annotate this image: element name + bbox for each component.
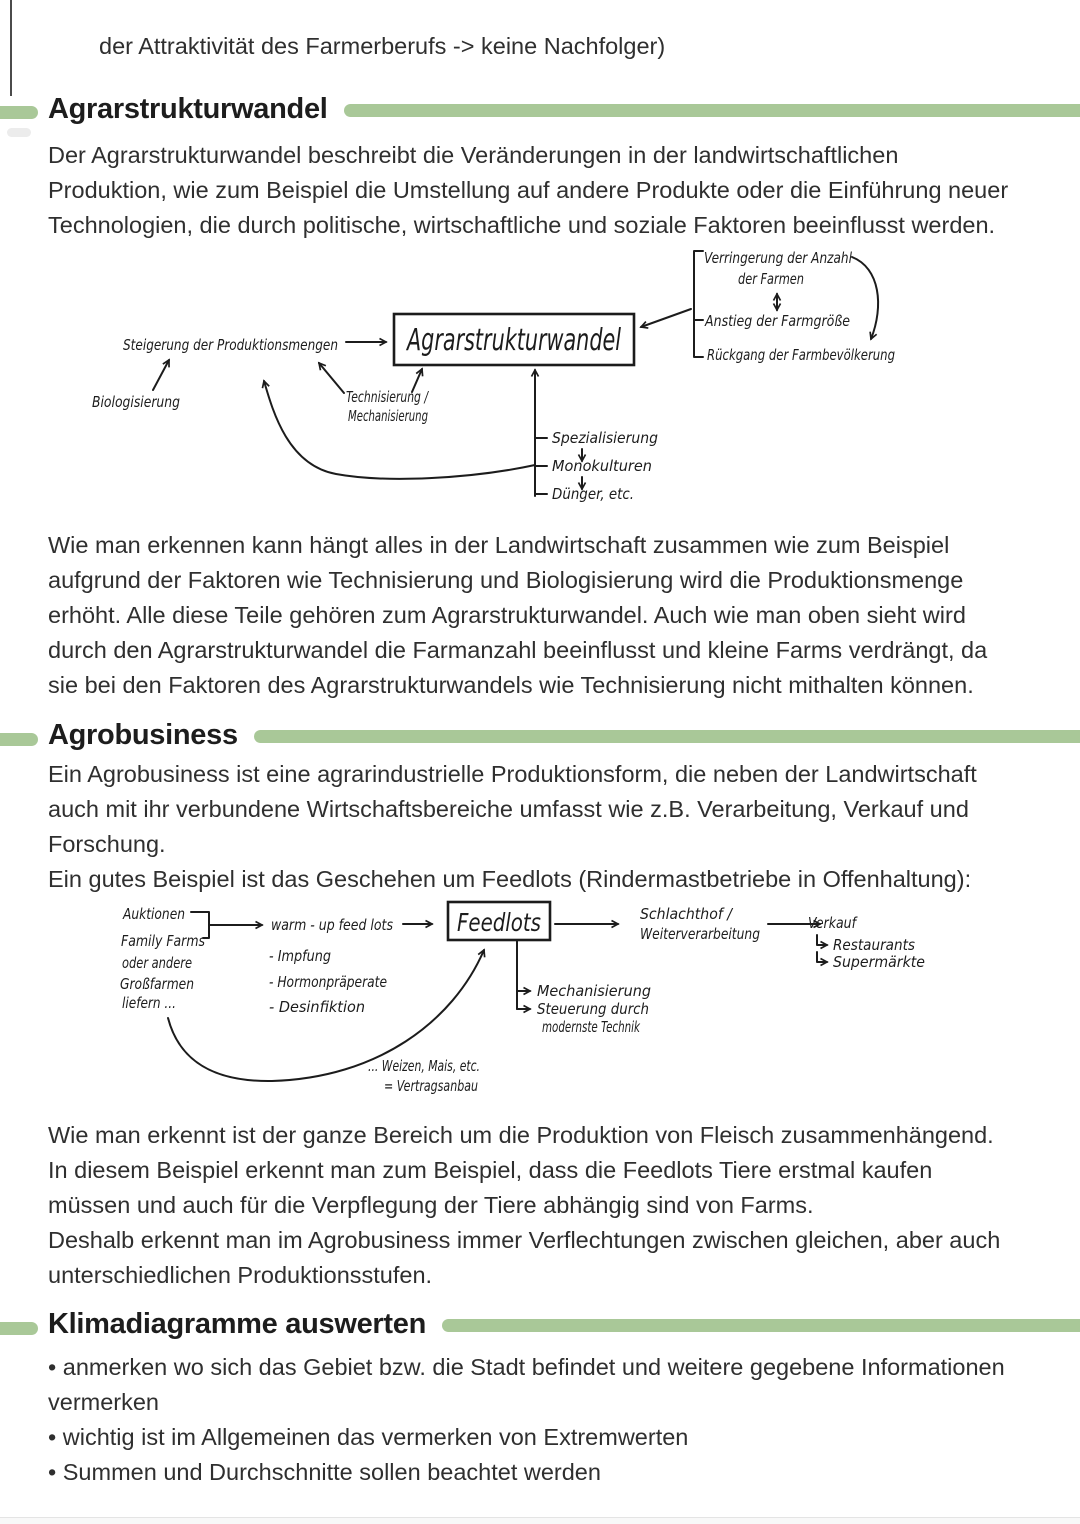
- paragraph-line: erhöht. Alle diese Teile gehören zum Agrarstrukturwandel. Auch wie man oben sieht wird: [48, 602, 966, 628]
- heading-accent-right: [442, 1319, 1080, 1332]
- arrow-technisierung-left: [319, 363, 344, 393]
- bullet-line: • anmerken wo sich das Gebiet bzw. die Stadt befindet und weitere gegebene Informationen: [48, 1354, 1005, 1380]
- heading-accent-right: [254, 730, 1080, 743]
- node-restaurants: Restaurants: [833, 936, 916, 954]
- node-anstieg: Anstieg der Farmgröße: [704, 312, 850, 330]
- node-duenger: Dünger, etc.: [552, 485, 634, 503]
- paragraph-line: Technologien, die durch politische, wirtschaftliche und soziale Faktoren beeinflusst werden.: [48, 212, 996, 238]
- node-weiterverarbeitung: Weiterverarbeitung: [640, 925, 760, 943]
- right-bracket: [694, 251, 703, 357]
- hook-supermaerkte: [817, 952, 827, 962]
- box-label: Agrarstrukturwandel: [405, 323, 622, 358]
- section-heading-agrobusiness: [48, 719, 1080, 752]
- node-monokulturen: Monokulturen: [552, 457, 652, 475]
- paragraph-line: müssen und auch für die Verpflegung der Tiere abhängig sind von Farms.: [48, 1192, 814, 1218]
- node-steuerung: Steuerung durch: [537, 1000, 649, 1018]
- node-hormon: - Hormonpräperate: [269, 973, 387, 991]
- paragraph-line: In diesem Beispiel erkennt man zum Beispiel, dass die Feedlots Tiere erstmal kaufen: [48, 1157, 933, 1183]
- page-edge-line: [10, 0, 12, 96]
- paragraph-line: Ein Agrobusiness ist eine agrarindustrielle Produktionsform, die neben der Landwirtschaft: [48, 761, 977, 787]
- paragraph-line: durch den Agrarstrukturwandel die Farmanzahl beeinflusst und kleine Farms verdrängt, da: [48, 637, 988, 663]
- bullet-line: • Summen und Durchschnitte sollen beachtet werden: [48, 1459, 601, 1485]
- paragraph-line: Wie man erkennt ist der ganze Bereich um die Produktion von Fleisch zusammenhängend.: [48, 1122, 994, 1148]
- node-steuerung-2: modernste Technik: [542, 1018, 641, 1036]
- section-title: Agrobusiness: [48, 719, 238, 751]
- paragraph-line: Forschung.: [48, 831, 166, 857]
- paragraph-line: Ein gutes Beispiel ist das Geschehen um Feedlots (Rindermastbetriebe in Offenhaltung):: [48, 866, 972, 892]
- node-impfung: - Impfung: [269, 947, 331, 965]
- node-spezialisierung: Spezialisierung: [552, 429, 658, 447]
- paragraph-agrar-intro: [48, 138, 1043, 243]
- node-grossfarmen: Großfarmen: [120, 975, 194, 993]
- heading-accent-left: [0, 1322, 38, 1335]
- paragraph-agro-intro: [48, 757, 1043, 897]
- feedlots-diagram: [80, 888, 1080, 1118]
- arrow-biologisierung-up: [153, 360, 169, 390]
- node-verkauf: Verkauf: [808, 914, 859, 932]
- node-warmup: warm - up feed lots: [271, 916, 394, 934]
- curve-verringerung-to-rueckgang: [852, 257, 878, 339]
- heading-accent-right: [344, 104, 1080, 117]
- node-schlachthof: Schlachthof /: [640, 905, 734, 923]
- paragraph-agro-summary: [48, 1118, 1043, 1293]
- heading-accent-left: [0, 733, 38, 746]
- node-desinfektion: - Desinfiktion: [269, 998, 365, 1016]
- paragraph-line: Wie man erkennen kann hängt alles in der Landwirtschaft zusammen wie zum Beispiel: [48, 532, 950, 558]
- section-heading-klimadiagramme: [48, 1308, 1080, 1341]
- node-verringerung-2: der Farmen: [738, 270, 804, 288]
- paragraph-agrar-summary: [48, 528, 1043, 703]
- bullet-line: vermerken: [48, 1389, 160, 1415]
- node-supermaerkte: Supermärkte: [833, 953, 925, 971]
- bottom-divider: [0, 1517, 1080, 1524]
- section-title: Agrarstrukturwandel: [48, 93, 328, 125]
- paragraph-line: Deshalb erkennt man im Agrobusiness immer Verflechtungen zwischen gleichen, aber auch: [48, 1227, 1001, 1253]
- box-label: Feedlots: [457, 908, 541, 937]
- paragraph-line: sie bei den Faktoren des Agrarstrukturwandels wie Technisierung nicht mithalten können.: [48, 672, 974, 698]
- node-verringerung: Verringerung der Anzahl: [704, 249, 853, 267]
- node-oder-andere: oder andere: [122, 954, 192, 972]
- paragraph-line: unterschiedlichen Produktionsstufen.: [48, 1262, 433, 1288]
- tick-branches: [535, 438, 547, 494]
- section-title: Klimadiagramme auswerten: [48, 1308, 426, 1340]
- node-liefern: liefern ...: [122, 994, 176, 1012]
- paragraph-line: auch mit ihr verbundene Wirtschaftsbereiche umfasst wie z.B. Verarbeitung, Verkauf und: [48, 796, 969, 822]
- node-mechanisierung: Mechanisierung: [537, 982, 651, 1000]
- node-steigerung: Steigerung der Produktionsmengen: [123, 336, 338, 354]
- heading-accent-left: [0, 106, 38, 119]
- section-heading-agrarstrukturwandel: [48, 93, 1080, 126]
- bullet-line: • wichtig ist im Allgemeinen das vermerken von Extremwerten: [48, 1424, 689, 1450]
- node-rueckgang: Rückgang der Farmbevölkerung: [707, 346, 895, 364]
- paragraph-line: Produktion, wie zum Beispiel die Umstellung auf andere Produkte oder die Einführung neuer: [48, 177, 1009, 203]
- node-weizen: ... Weizen, Mais, etc.: [368, 1057, 480, 1075]
- paragraph-line: Der Agrarstrukturwandel beschreibt die Veränderungen in der landwirtschaftlichen: [48, 142, 899, 168]
- hook-restaurants: [817, 935, 827, 945]
- node-vertragsanbau: = Vertragsanbau: [384, 1077, 478, 1095]
- node-biologisierung: Biologisierung: [92, 393, 180, 411]
- node-auktionen: Auktionen: [122, 905, 185, 923]
- node-mechanisierung: Mechanisierung: [348, 407, 428, 425]
- ghost-mark: [7, 128, 31, 137]
- arrow-bracket-to-box: [641, 309, 691, 327]
- paragraph-klima-bullets: [48, 1350, 1043, 1490]
- node-family-farms: Family Farms: [121, 932, 206, 950]
- agrarstrukturwandel-diagram: [80, 240, 1080, 525]
- paragraph-line: aufgrund der Faktoren wie Technisierung und Biologisierung wird die Produktionsmenge: [48, 567, 964, 593]
- node-technisierung: Technisierung /: [346, 388, 430, 406]
- intro-line: der Attraktivität des Farmerberufs -> keine Nachfolger): [99, 33, 666, 59]
